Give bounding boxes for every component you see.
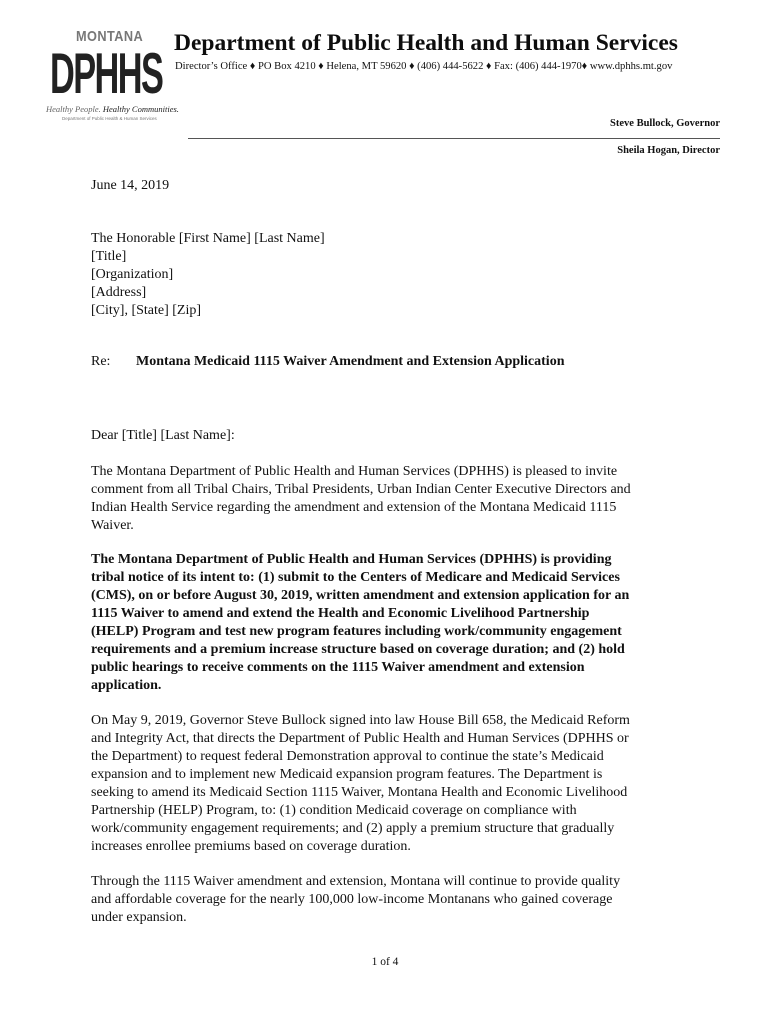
paragraph-line: application. [91, 678, 162, 693]
address-line: [Organization] [91, 267, 174, 282]
paragraph-line: The Montana Department of Public Health and Human Services (DPHHS) is pleased to invite [91, 464, 618, 479]
paragraph-line: 1115 Waiver to amend and extend the Health and Economic Livelihood Partnership [91, 606, 590, 621]
paragraph-line: increases enrollee premiums based on coverage duration. [91, 839, 411, 854]
paragraph-line: tribal notice of its intent to: (1) submit to the Centers of Medicare and Medicaid Services [91, 570, 620, 585]
paragraph-line: Waiver. [91, 518, 134, 533]
paragraph-tribal-notice [91, 551, 691, 695]
paragraph-line: Partnership (HELP) Program, to: (1) condition Medicaid coverage on compliance with [91, 803, 577, 818]
department-title: Department of Public Health and Human Services [174, 30, 678, 56]
address-block [91, 230, 691, 320]
logo-tagline: Healthy People. Healthy Communities. [46, 104, 179, 114]
paragraph-line: On May 9, 2019, Governor Steve Bullock signed into law House Bill 658, the Medicaid Reform [91, 713, 630, 728]
salutation: Dear [Title] [Last Name]: [91, 428, 235, 443]
re-subject: Montana Medicaid 1115 Waiver Amendment and Extension Application [136, 354, 565, 369]
logo-montana-text: MONTANA [76, 28, 144, 45]
re-label: Re: [91, 354, 111, 369]
paragraph-line: Through the 1115 Waiver amendment and extension, Montana will continue to provide quality [91, 874, 621, 889]
dphhs-logo [44, 28, 179, 128]
logo-subtext: Department of Public Health & Human Services [62, 116, 157, 121]
department-contact-line: Director’s Office ♦ PO Box 4210 ♦ Helena, MT 59620 ♦ (406) 444-5622 ♦ Fax: (406) 444-1970♦ www.dphhs.mt.gov [175, 61, 673, 72]
paragraph-line: comment from all Tribal Chairs, Tribal Presidents, Urban Indian Center Executive Directors and [91, 482, 631, 497]
paragraph-line: and Integrity Act, that directs the Department of Public Health and Human Services (DPHHS or [91, 731, 629, 746]
paragraph-intro [91, 463, 691, 535]
logo-dphhs-mark: DPHHS [50, 42, 163, 106]
letterhead-divider [188, 138, 720, 139]
address-line: [Title] [91, 249, 127, 264]
director-name: Sheila Hogan, Director [617, 145, 720, 156]
letter-date: June 14, 2019 [91, 178, 170, 193]
paragraph-line: public hearings to receive comments on the 1115 Waiver amendment and extension [91, 660, 585, 675]
paragraph-line: seeking to amend its Medicaid Section 1115 Waiver, Montana Health and Economic Livelihood [91, 785, 628, 800]
address-line: [City], [State] [Zip] [91, 303, 202, 318]
governor-name: Steve Bullock, Governor [610, 118, 720, 129]
paragraph-line: and affordable coverage for the nearly 100,000 low-income Montanans who gained coverage [91, 892, 613, 907]
paragraph-line: under expansion. [91, 910, 187, 925]
paragraph-line: requirements and a premium increase structure based on coverage duration; and (2) hold [91, 642, 625, 657]
paragraph-line: the Department) to request federal Demonstration approval to continue the state’s Medicaid [91, 749, 604, 764]
paragraph-line: expansion and to implement new Medicaid expansion program features. The Department is [91, 767, 603, 782]
paragraph-line: work/community engagement requirements; and (2) apply a premium structure that gradually [91, 821, 615, 836]
paragraph-line: Indian Health Service regarding the amendment and extension of the Montana Medicaid 1115 [91, 500, 617, 515]
paragraph-coverage [91, 873, 691, 927]
address-line: [Address] [91, 285, 147, 300]
address-line: The Honorable [First Name] [Last Name] [91, 231, 325, 246]
paragraph-line: The Montana Department of Public Health and Human Services (DPHHS) is providing [91, 552, 612, 567]
paragraph-house-bill [91, 712, 691, 856]
paragraph-line: (CMS), on or before August 30, 2019, written amendment and extension application for an [91, 588, 630, 603]
paragraph-line: (HELP) Program and test new program features including work/community engagement [91, 624, 622, 639]
page-number: 1 of 4 [371, 956, 399, 968]
